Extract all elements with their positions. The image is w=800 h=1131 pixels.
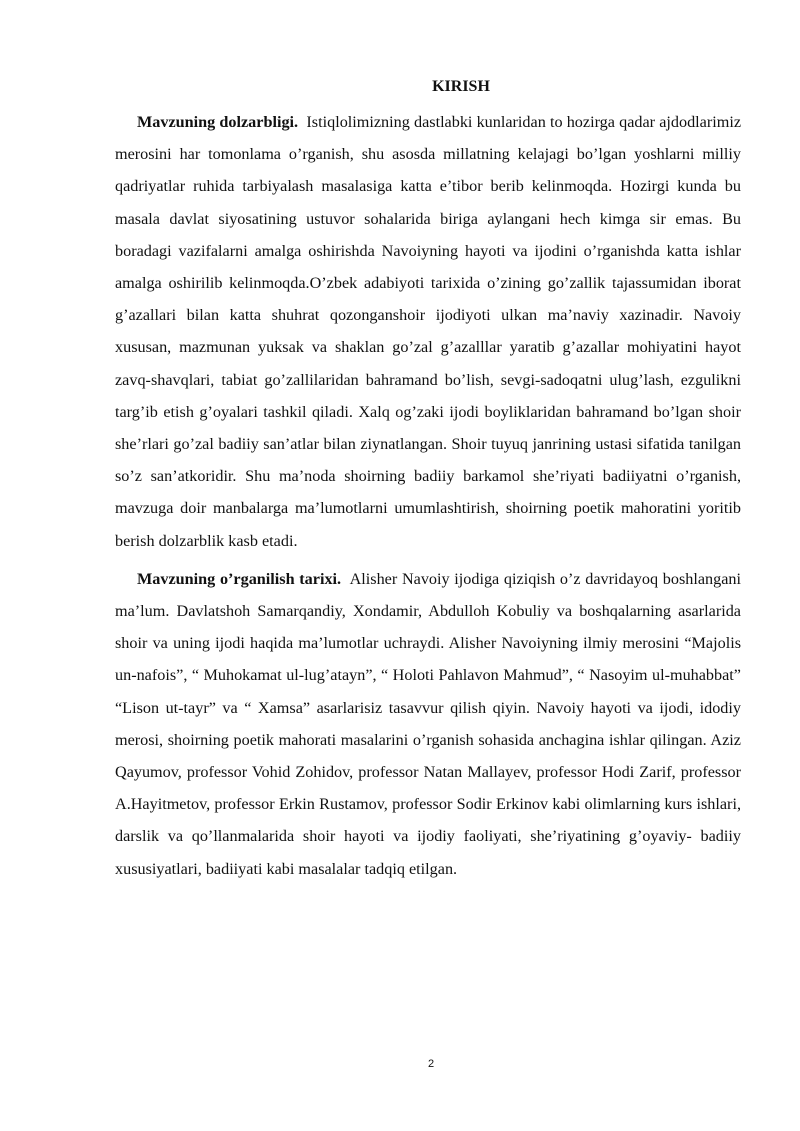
paragraph-lead: Mavzuning dolzarbligi.: [137, 113, 299, 131]
paragraph-body: Istiqlolimizning dastlabki kunlaridan to hozirga qadar ajdodlarimiz merosini har tomonlama o’rganish, shu asosda millatning kelajagi bo’lgan yoshlarni milliy qadriyatlar ruhida tarbiyalash masalasiga katta e’tibor berib kelinmoqda. Hozirgi kunda bu masala davlat siyosatining ustuvor sohalarida biriga aylangani hech kimga sir emas. Bu boradagi vazifalarni amalga oshirishda Navoiyning hayoti va ijodini o’rganishda katta ishlar amalga oshirilib kelinmoqda.O’zbek adabiyoti tarixida o’zining go’zallik tajassumidan iborat g’azallari bilan katta shuhrat qozonganshoir ijodiyoti ulkan ma’naviy xazinadir. Navoiy xususan, mazmunan yuksak va shaklan go’zal g’azalllar yaratib g’azallar mohiyatini hayot zavq-shavqlari, tabiat go’zallilaridan bahramand bo’lish, sevgi-sadoqatni ulug’lash, ezgulikni targ’ib etish g’oyalari tashkil qiladi. Xalq og’zaki ijodi boyliklaridan bahramand bo’lgan shoir she’rlari go’zal badiiy san’atlar bilan ziynatlangan. Shoir tuyuq janrining ustasi sifatida tanilgan so’z san’atkoridir. Shu ma’noda shoirning badiiy barkamol she’riyati badiiyatni o’rganish, mavzuga doir manbalarga ma’lumotlarni umumlashtirish, shoirning poetik mahoratini yoritib berish dolzarblik kasb etadi.: [115, 113, 742, 550]
page-number: 2: [427, 1058, 435, 1070]
document-page: [115, 76, 741, 885]
paragraph-lead: Mavzuning o’rganilish tarixi.: [137, 569, 342, 588]
paragraph-body: Alisher Navoiy ijodiga qiziqish o’z davridayoq boshlangani ma’lum. Davlatshoh Samarqandiy, Xondamir, Abdulloh Kobuliy va boshqalarning asarlarida shoir va uning ijodi haqida ma’lumotlar uchraydi. Alisher Navoiyning ilmiy merosini “Majolis un-nafois”, “ Muhokamat ul-lug’atayn”, “ Holoti Pahlavon Mahmud”, “ Nasoyim ul-muhabbat” “Lison ut-tayr” va “ Xamsa” asarlarisiz tasavvur qilish qiyin. Navoiy hayoti va ijodi, idodiy merosi, shoirning poetik mahorati masalarini o’rganish sohasida anchagina ishlar qilingan. Aziz Qayumov, professor Vohid Zohidov, professor Natan Mallayev, professor Hodi Zarif, professor A.Hayitmetov, professor Erkin Rustamov, professor Sodir Erkinov kabi olimlarning kurs ishlari, darslik va qo’llanmalarida shoir hayoti va ijodiy faoliyati, she’riyatining g’oyaviy- badiiy xususiyatlari, badiiyati kabi masalalar tadqiq etilgan.: [115, 569, 741, 878]
section-title: KIRISH: [432, 78, 490, 95]
paragraph-relevance: [115, 106, 741, 557]
paragraph-history: [115, 563, 741, 885]
